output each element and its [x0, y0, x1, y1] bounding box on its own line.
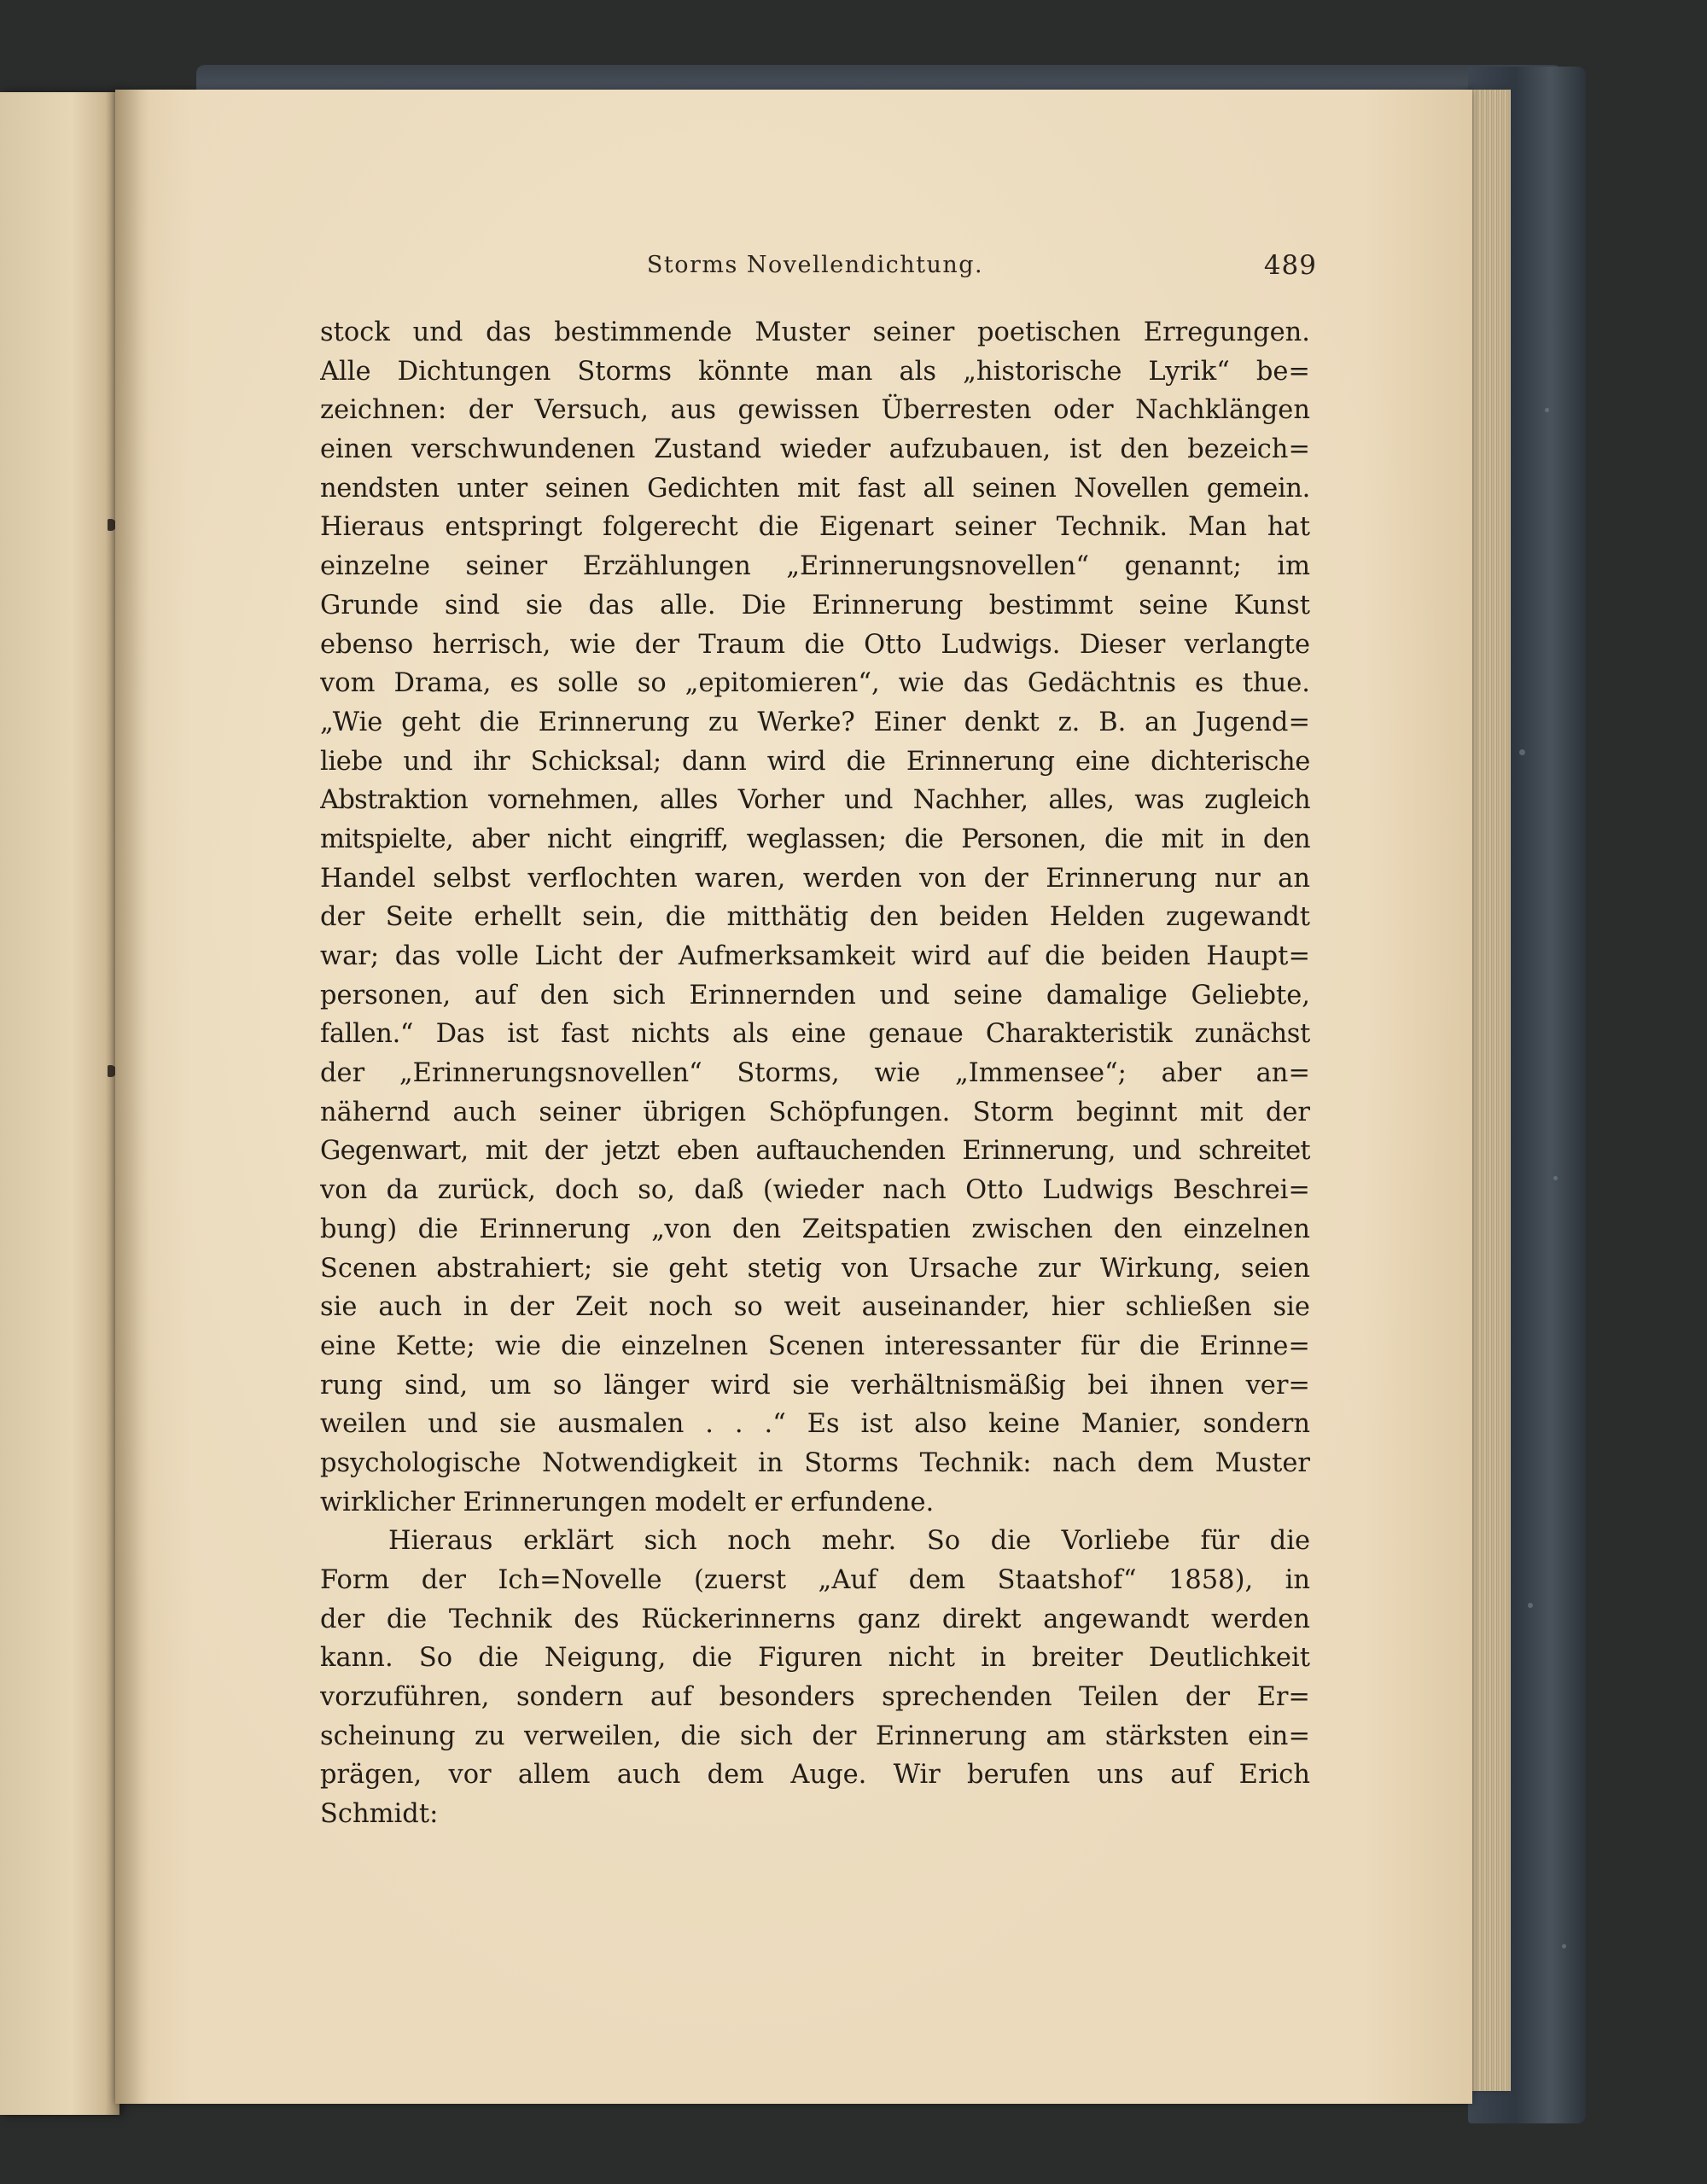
text-line: Abstraktion vornehmen, alles Vorher und Nachher, alles, was zugleich [320, 785, 1310, 816]
text-line: rung sind, um so länger wird sie verhältnismäßig bei ihnen ver= [320, 1370, 1310, 1401]
text-line: kann. So die Neigung, die Figuren nicht in breiter Deutlichkeit [320, 1643, 1310, 1674]
text-line: Alle Dichtungen Storms könnte man als „historische Lyrik“ be= [320, 356, 1310, 387]
running-head: Storms Novellendichtung. [646, 252, 984, 278]
text-line: der die Technik des Rückerinnerns ganz direkt angewandt werden [320, 1604, 1310, 1634]
book-page [115, 90, 1472, 2104]
text-line: nendsten unter seinen Gedichten mit fast all seinen Novellen gemein. [320, 473, 1310, 504]
body-text [320, 313, 1310, 1834]
text-line: der Seite erhellt sein, die mitthätig den beiden Helden zugewandt [320, 902, 1310, 933]
cover-texture [1553, 1176, 1558, 1180]
text-line: Gegenwart, mit der jetzt eben auftauchenden Erinnerung, und schreitet [320, 1136, 1310, 1167]
text-line: psychologische Notwendigkeit in Storms Technik: nach dem Muster [320, 1447, 1310, 1478]
text-line: vom Drama, es solle so „epitomieren“, wie das Gedächtnis es thue. [320, 668, 1310, 699]
text-line: scheinung zu verweilen, die sich der Erinnerung am stärksten ein= [320, 1721, 1310, 1751]
text-line: ebenso herrisch, wie der Traum die Otto Ludwigs. Dieser verlangte [320, 629, 1310, 660]
cover-texture [1545, 408, 1549, 412]
text-line: „Wie geht die Erinnerung zu Werke? Einer denkt z. B. an Jugend= [320, 707, 1310, 737]
cover-texture [1528, 1603, 1533, 1608]
text-line: Schmidt: [320, 1799, 439, 1830]
text-line: weilen und sie ausmalen . . .“ Es ist also keine Manier, sondern [320, 1409, 1310, 1440]
text-line: wirklicher Erinnerungen modelt er erfundene. [320, 1487, 935, 1517]
left-page-edge [0, 92, 119, 2115]
page-number: 489 [1263, 250, 1317, 281]
text-line: Grunde sind sie das alle. Die Erinnerung bestimmt seine Kunst [320, 590, 1310, 620]
page-header [320, 250, 1317, 291]
text-line: fallen.“ Das ist fast nichts als eine genaue Charakteristik zunächst [320, 1019, 1310, 1050]
text-line: war; das volle Licht der Aufmerksamkeit wird auf die beiden Haupt= [320, 941, 1310, 971]
text-line: bung) die Erinnerung „von den Zeitspatien zwischen den einzelnen [320, 1214, 1310, 1244]
text-line: liebe und ihr Schicksal; dann wird die Erinnerung eine dichterische [320, 746, 1310, 777]
text-line: Hieraus entspringt folgerecht die Eigenart seiner Technik. Man hat [320, 512, 1310, 543]
text-line: Hieraus erklärt sich noch mehr. So die Vorliebe für die [388, 1526, 1310, 1557]
text-line: eine Kette; wie die einzelnen Scenen interessanter für die Erinne= [320, 1331, 1310, 1361]
text-line: vorzuführen, sondern auf besonders sprechenden Teilen der Er= [320, 1682, 1310, 1713]
cover-texture [1519, 749, 1525, 755]
text-line: personen, auf den sich Erinnernden und seine damalige Geliebte, [320, 980, 1310, 1010]
text-line: zeichnen: der Versuch, aus gewissen Überresten oder Nachklängen [320, 395, 1310, 426]
text-line: sie auch in der Zeit noch so weit auseinander, hier schließen sie [320, 1292, 1310, 1323]
gutter-shadow [115, 90, 149, 2104]
text-line: von da zurück, doch so, daß (wieder nach Otto Ludwigs Beschrei= [320, 1175, 1310, 1206]
text-line: Form der Ich=Novelle (zuerst „Auf dem Staatshof“ 1858), in [320, 1565, 1310, 1595]
text-line: einen verschwundenen Zustand wieder aufzubauen, ist den bezeich= [320, 434, 1310, 465]
binding-top-edge [196, 65, 1562, 90]
text-line: Handel selbst verflochten waren, werden von der Erinnerung nur an [320, 863, 1310, 894]
text-line: nähernd auch seiner übrigen Schöpfungen. Storm beginnt mit der [320, 1097, 1310, 1127]
text-line: mitspielte, aber nicht eingriff, weglassen; die Personen, die mit in den [320, 824, 1310, 854]
text-line: Scenen abstrahiert; sie geht stetig von Ursache zur Wirkung, seien [320, 1253, 1310, 1284]
text-line: der „Erinnerungsnovellen“ Storms, wie „Immensee“; aber an= [320, 1058, 1310, 1089]
page-edge-stack [1466, 90, 1511, 2091]
text-line: einzelne seiner Erzählungen „Erinnerungsnovellen“ genannt; im [320, 551, 1310, 582]
text-line: prägen, vor allem auch dem Auge. Wir berufen uns auf Erich [320, 1760, 1310, 1791]
cover-texture [1562, 1944, 1566, 1948]
text-line: stock und das bestimmende Muster seiner poetischen Erregungen. [320, 317, 1310, 347]
